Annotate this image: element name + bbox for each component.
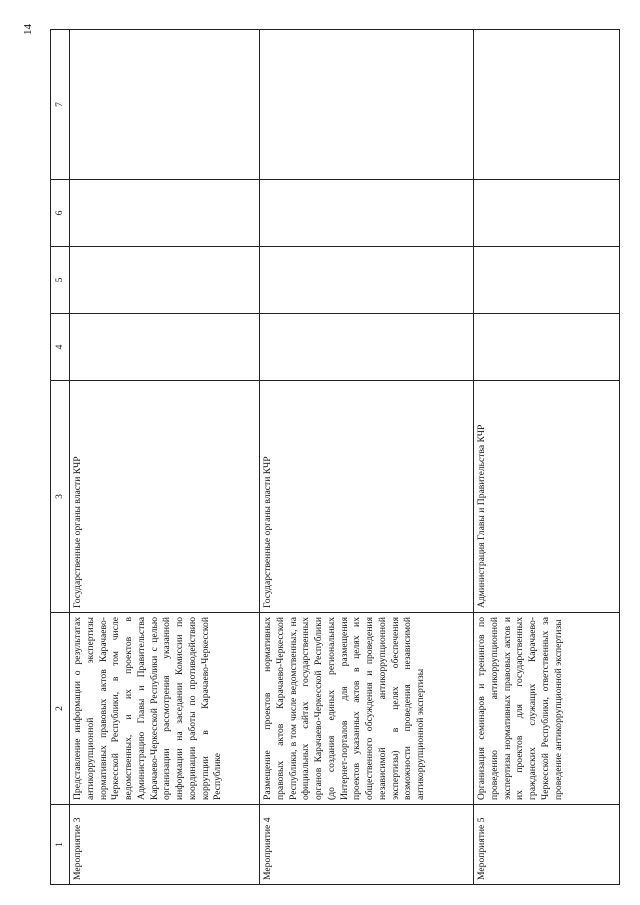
description-cell: Представление информации о результатах антикоррупционной экспертизы нормативных правовых актов Карачаево-Черкесской Республики, в том числе ведомственных, и их проектов в Администрацию Главы и Правительства Карачаево-Черкесской Республики с целью организации рассмотрения указанной информации на заседании Комиссии по координации работы по противодействию коррупции в Карачаево-Черкесской Республике [70, 613, 260, 805]
table-cell [70, 180, 260, 247]
table-cell [260, 247, 474, 314]
table-cell [474, 30, 620, 180]
executor-cell: Государственные органы власти КЧР [70, 381, 260, 613]
table-cell [260, 314, 474, 381]
column-number: 3 [51, 381, 70, 613]
table-cell [70, 314, 260, 381]
description-cell: Организация семинаров и тренингов по проведению антикоррупционной экспертизы нормативных правовых актов и их проектов для государственных гражданских служащих Карачаево-Черкесской Республики, ответственных за проведение антикоррупционной экспертизы [474, 613, 620, 805]
table-row [260, 30, 474, 885]
table-row [70, 30, 260, 885]
table-cell [474, 247, 620, 314]
event-cell: Мероприятие 4 [260, 805, 474, 885]
table-cell [70, 247, 260, 314]
table-cell [260, 30, 474, 180]
table-cell [70, 30, 260, 180]
executor-cell: Государственные органы власти КЧР [260, 381, 474, 613]
column-number: 2 [51, 613, 70, 805]
table-cell [260, 180, 474, 247]
event-cell: Мероприятие 5 [474, 805, 620, 885]
column-number: 6 [51, 180, 70, 247]
rotated-table-page [22, 24, 620, 885]
event-cell: Мероприятие 3 [70, 805, 260, 885]
column-number: 1 [51, 805, 70, 885]
column-number: 5 [51, 247, 70, 314]
executor-cell: Администрация Главы и Правительства КЧР [474, 381, 620, 613]
column-number: 4 [51, 314, 70, 381]
description-cell: Размещение проектов нормативных правовых актов Карачаево-Черкесской Республики, в том числе ведомственных, на официальных сайтах государственных органов Карачаево-Черкесской Республики (до создания единых региональных Интернет-порталов для размещения проектов указанных актов в целях их общественного обсуждения и проведения независимой антикоррупционной экспертизы) в целях обеспечения возможности проведения независимой антикоррупционной экспертизы [260, 613, 474, 805]
page-number: 14 [22, 24, 34, 35]
table-cell [474, 314, 620, 381]
measures-table [50, 29, 620, 885]
table-cell [474, 180, 620, 247]
table-row [474, 30, 620, 885]
column-number-row [51, 30, 70, 885]
column-number: 7 [51, 30, 70, 180]
